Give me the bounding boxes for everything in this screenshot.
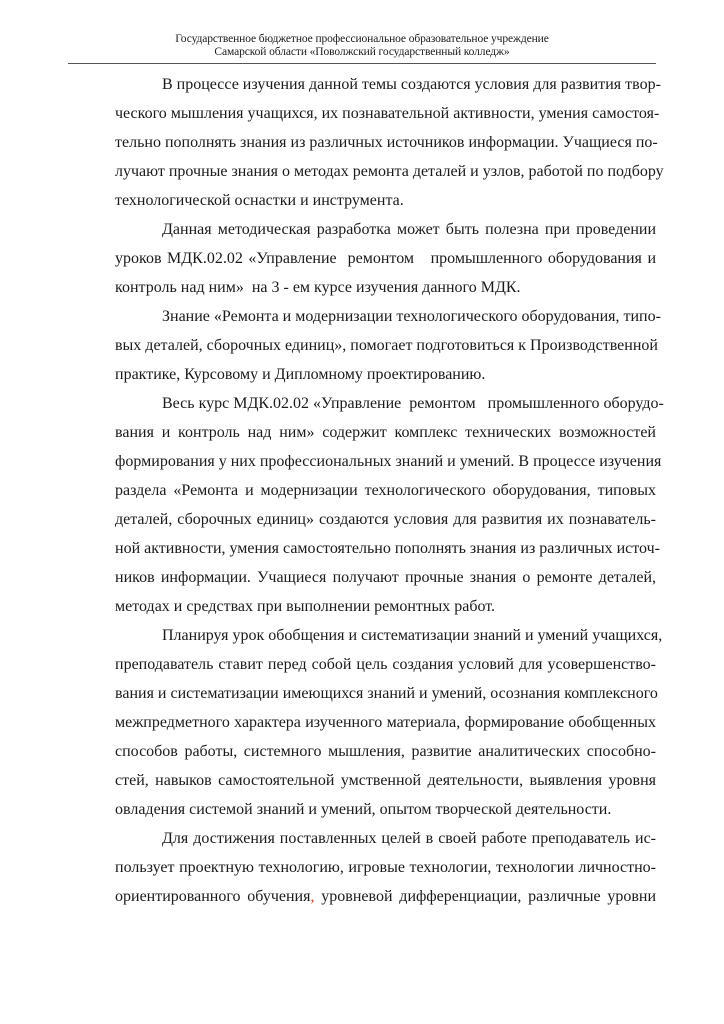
text-line: лучают прочные знания о методах ремонта деталей и узлов, работой по подбору: [115, 163, 664, 180]
text-line: формирования у них профессиональных знаний и умений. В процессе изучения: [115, 453, 662, 470]
paragraph-2: [68, 215, 656, 302]
text-line: технологической оснастки и инструмента.: [115, 192, 404, 209]
text-line: вания и контроль над ним» содержит комплекс технических возможностей: [115, 424, 656, 441]
text-line: способов работы, системного мышления, развитие аналитических способно-: [115, 743, 656, 760]
text-line: вых деталей, сборочных единиц», помогает подготовиться к Производственной: [115, 337, 658, 354]
text-line: межпредметного характера изученного материала, формирование обобщенных: [115, 714, 656, 731]
text-line: овладения системой знаний и умений, опытом творческой деятельности.: [115, 801, 612, 818]
text-line: преподаватель ставит перед собой цель создания условий для усовершенство-: [115, 656, 656, 673]
text-line: раздела «Ремонта и модернизации технологического оборудования, типовых: [115, 482, 656, 499]
text-line: [68, 882, 656, 911]
document-header: [68, 33, 656, 59]
text-line: практике, Курсовому и Дипломному проектированию.: [115, 366, 486, 383]
text-line: тельно пополнять знания из различных источников информации. Учащиеся по-: [115, 134, 658, 151]
text-line: стей, навыков самостоятельной умственной деятельности, выявления уровня: [115, 772, 656, 789]
text-line: пользует проектную технологию, игровые технологии, технологии личностно-: [115, 859, 656, 876]
paragraph-6: [68, 824, 656, 911]
header-line-1: Государственное бюджетное профессиональное образовательное учреждение: [175, 33, 549, 45]
text-line: Для достижения поставленных целей в своей работе преподаватель ис-: [162, 830, 656, 847]
text-line: ной активности, умения самостоятельно пополнять знания из различных источ-: [115, 540, 661, 557]
text-line: ческого мышления учащихся, их познавательной активности, умения самостоя-: [115, 105, 660, 122]
paragraph-1: [68, 70, 664, 215]
text-fragment: ориентированного обучения: [115, 888, 311, 905]
text-line: Знание «Ремонта и модернизации технологического оборудования, типо-: [162, 308, 661, 325]
paragraph-3: [68, 302, 661, 389]
header-line-2: Самарской области «Поволжский государственный колледж»: [214, 46, 510, 58]
text-line: контроль над ним» на 3 - ем курсе изучения данного МДК.: [115, 279, 521, 296]
text-line: уроков МДК.02.02 «Управление ремонтом промышленного оборудования и: [115, 250, 656, 267]
text-line: ников информации. Учащиеся получают прочные знания о ремонте деталей,: [115, 569, 656, 586]
text-line: В процессе изучения данной темы создаются условия для развития твор-: [162, 76, 661, 93]
text-fragment: уровневой дифференциации, различные уровни: [321, 888, 657, 905]
paragraph-5: [68, 621, 663, 824]
text-line: деталей, сборочных единиц» создаются условия для развития их познаватель-: [115, 511, 656, 528]
text-line: Весь курс МДК.02.02 «Управление ремонтом промышленного оборудо-: [162, 395, 664, 412]
paragraph-4: [68, 389, 664, 621]
document-body: [68, 70, 664, 911]
text-line: методах и средствах при выполнении ремонтных работ.: [115, 598, 496, 615]
text-line: Данная методическая разработка может быть полезна при проведении: [162, 221, 656, 238]
highlighted-comma: ,: [310, 888, 315, 905]
text-line: Планируя урок обобщения и систематизации знаний и умений учащихся,: [162, 627, 663, 644]
header-divider: [68, 63, 656, 64]
text-line: вания и систематизации имеющихся знаний и умений, осознания комплексного: [115, 685, 658, 702]
